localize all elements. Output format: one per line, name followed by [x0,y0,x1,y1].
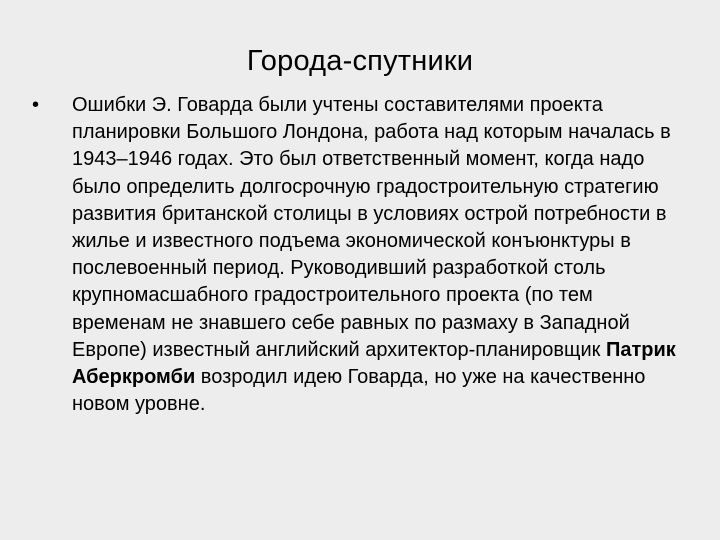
bullet-text-part-1: Ошибки Э. Говарда были учтены составителями проекта планировки Большого Лондона, работа над которым началась в 1943–1946 годах. Это был ответственный момент, когда надо было определить долгосрочную градостроительную стратегию развития британской столицы в условиях острой потребности в жилье и известного подъема экономической конъюнктуры в послевоенный период. Руководивший разработкой столь крупномасшабного градостроительного проекта (по тем временам не знавшего себе равных по размаху в Западной Европе) известный английский архитектор-планировщик [72,94,671,361]
bullet-item [32,92,676,418]
bullet-list [32,92,676,418]
bullet-text-part-2: возродил идею Говарда, но уже на качественно новом уровне. [72,366,646,416]
bullet-text [72,94,676,415]
bullet-marker: • [32,94,40,116]
architect-name: Патрик Аберкромби [72,338,676,389]
slide-title: Города-спутники [246,45,474,77]
